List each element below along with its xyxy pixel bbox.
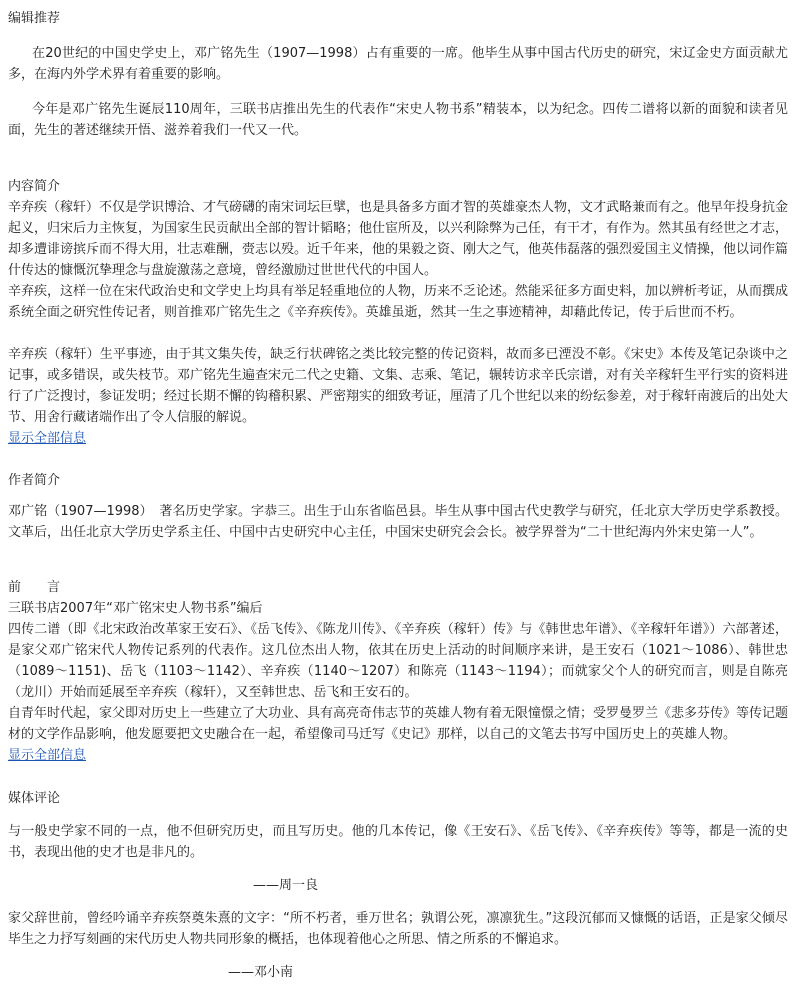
author-paragraph: 邓广铭（1907—1998） 著名历史学家。字恭三。出生于山东省临邑县。毕生从事中国古代史教学与研究，任北京大学历史学系教授。文革后，出任北京大学历史学系主任、中国中古史研究中心主任，中国宋史研究会会长。被学界誉为“二十世纪海内外宋史第一人”。 [8,504,788,540]
editor-section [8,8,788,141]
author-section [8,470,788,543]
preface-paragraph-1: 四传二谱（即《北宋政治改革家王安石》、《岳飞传》、《陈龙川传》、《辛弃疾（稼轩）传》与《韩世忠年谱》、《辛稼轩年谱》）六部著述，是家父邓广铭宋代人物传记系列的代表作。这几位杰出人物，依其在历史上活动的时间顺序来讲，是王安石（1021～1086）、韩世忠（1089～1151)、岳飞（1103～1142）、辛弃疾（1140～1207）和陈亮（1143～1194）；而就家父个人的研究而言，则是自陈亮（龙川）开始而延展至辛弃疾（稼轩），又至韩世忠、岳飞和王安石的。 [8,622,788,700]
content-paragraph-2: 辛弃疾，这样一位在宋代政治史和文学史上均具有举足轻重地位的人物，历来不乏论述。然能采征多方面史料，加以辨析考证，从而撰成系统全面之研究性传记者，则首推邓广铭先生之《辛弃疾传》。英雄虽逝，然其一生之事迹精神，却藉此传记，传于后世而不朽。 [8,284,789,320]
editor-paragraph-1: 在20世纪的中国史学史上，邓广铭先生（1907—1998）占有重要的一席。他毕生从事中国古代历史的研究，宋辽金史方面贡献尤多，在海内外学术界有着重要的影响。 [8,46,788,82]
media-review-2: 家父辞世前，曾经吟诵辛弃疾祭奠朱熹的文字：“所不朽者，垂万世名；孰谓公死，凛凛犹生。”这段沉郁而又慷慨的话语，正是家父倾尽毕生之力抒写刻画的宋代历史人物共同形象的概括，也体现着他心之所思、情之所系的不懈追求。 [8,911,788,947]
media-review-1-signature: ——周一良 [253,878,319,893]
media-section [8,788,788,983]
preface-heading: 前 言 [8,580,61,595]
media-heading: 媒体评论 [8,791,61,806]
content-heading: 内容简介 [8,179,61,194]
preface-show-more-link[interactable]: 显示全部信息 [8,748,87,763]
editor-paragraph-2: 今年是邓广铭先生诞辰110周年，三联书店推出先生的代表作“宋史人物书系”精装本，以为纪念。四传二谱将以新的面貌和读者见面，先生的著述继续开悟、滋养着我们一代又一代。 [8,102,788,138]
preface-section [8,577,788,766]
content-section [8,176,788,449]
media-review-2-signature: ——邓小南 [228,965,294,980]
preface-paragraph-2: 自青年时代起，家父即对历史上一些建立了大功业、具有高亮奇伟志节的英雄人物有着无限憧憬之情；受罗曼罗兰《悲多芬传》等传记题材的文学作品影响，他发愿要把文史融合在一起，希望像司马迁写《史记》那样，以自己的文笔去书写中国历史上的英雄人物。 [8,706,789,742]
author-heading: 作者简介 [8,473,61,488]
media-review-1: 与一般史学家不同的一点，他不但研究历史，而且写历史。他的几本传记，像《王安石》、《岳飞传》、《辛弃疾传》等等，都是一流的史书，表现出他的史才也是非凡的。 [8,824,788,860]
content-paragraph-3: 辛弃疾（稼轩）生平事迹，由于其文集失传，缺乏行状碑铭之类比较完整的传记资料，故而多已湮没不彰。《宋史》本传及笔记杂谈中之记事，或多错误，或失枝节。邓广铭先生遍查宋元二代之史籍、文集、志乘、笔记，辗转访求辛氏宗谱，对有关辛稼轩生平行实的资料进行了广泛搜讨，参证发明；经过长期不懈的钩稽积累、严密翔实的细致考证，厘清了几个世纪以来的纷纭参差，对于稼轩南渡后的出处大节、用舍行藏诸端作出了令人信服的解说。 [8,347,789,425]
preface-subtitle: 三联书店2007年“邓广铭宋史人物书系”编后 [8,601,263,616]
content-show-more-link[interactable]: 显示全部信息 [8,431,87,446]
content-paragraph-1: 辛弃疾（稼轩）不仅是学识博洽、才气磅礴的南宋词坛巨擘，也是具备多方面才智的英雄豪杰人物，文才武略兼而有之。他早年投身抗金起义，归宋后力主恢复，为国家生民贡献出全部的智计韬略；他仕宦所及，以兴利除弊为己任，有干才，有作为。然其虽有经世之才志，却多遭诽谤摈斥而不得大用，壮志难酬，赍志以殁。近千年来，他的果毅之资、刚大之气，他英伟磊落的强烈爱国主义情操，他以词作篇什传达的慷慨沉挚理念与盘旋激荡之意境，曾经激励过世世代代的中国人。 [8,200,789,278]
editor-heading: 编辑推荐 [8,11,61,26]
